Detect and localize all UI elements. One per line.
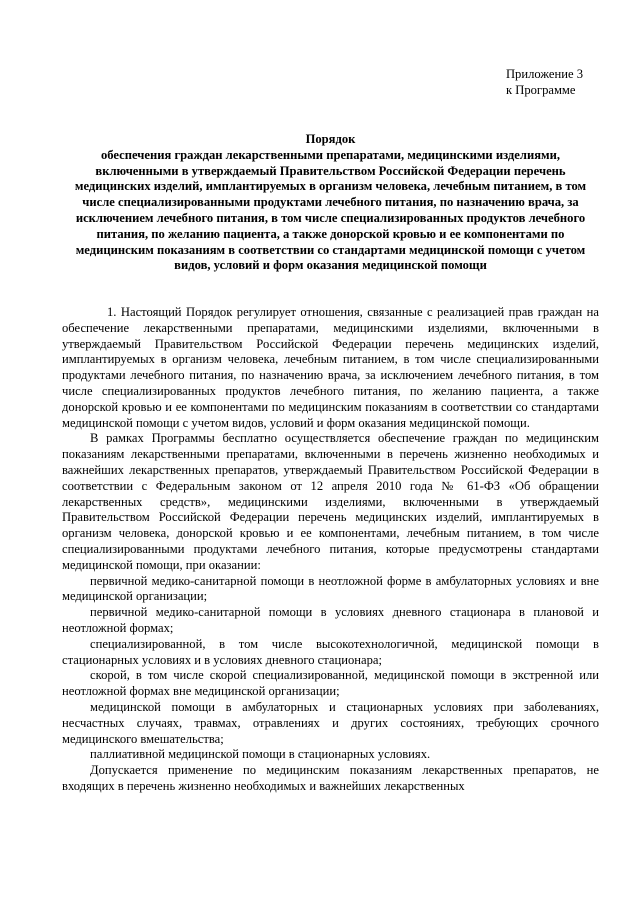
paragraph-2: В рамках Программы бесплатно осуществляется обеспечение граждан по медицинским показаниям лекарственными препаратами, включенными в перечень жизненно необходимых и важнейших лекарственных препаратов, утверждаемый Правительством Российской Федерации в соответствии с Федеральным законом от 12 апреля 2010 года № 61-ФЗ «Об обращении лекарственных средств», медицинскими изделиями, включенными в утверждаемый Правительством Российской Федерации перечень медицинских изделий, имплантируемых в организм человека, донорской кровью и ее компонентами, лечебным питанием, в том числе специализированными продуктами лечебного питания, которые предусмотрены стандартами медицинской помощи, при оказании: [62,431,599,572]
paragraph-1: 1. Настоящий Порядок регулирует отношения, связанные с реализацией прав граждан на обеспечение лекарственными препаратами, медицинскими изделиями, включенными в утверждаемый Правительством Российской Федерации перечень медицинских изделий, имплантируемых в организм человека, лечебным питанием, в том числе специализированными продуктами лечебного питания, по назначению врача, за исключением лечебного питания, в том числе специализированных продуктов лечебного питания, по желанию пациента, а также донорской кровью и ее компонентами по медицинским показаниям в соответствии со стандартами медицинской помощи с учетом видов, условий и форм оказания медицинской помощи. [62,305,599,430]
document-body [62,305,599,795]
paragraph-5: специализированной, в том числе высокотехнологичной, медицинской помощи в стационарных условиях и в условиях дневного стационара; [62,636,599,667]
appendix-number: Приложение 3 [505,67,583,81]
paragraph-8: паллиативной медицинской помощи в стационарных условиях. [90,747,431,762]
title-heading: Порядок [305,132,356,146]
document-title [62,132,599,274]
paragraph-7: медицинской помощи в амбулаторных и стационарных условиях при заболеваниях, несчастных случаях, травмах, отравлениях и других состояниях, требующих срочного медицинского вмешательства; [62,699,599,746]
appendix-reference: к Программе [505,83,576,97]
paragraph-6: скорой, в том числе скорой специализированной, медицинской помощи в экстренной или неотложной формах вне медицинской организации; [62,668,599,699]
appendix-note [506,66,583,98]
paragraph-9: Допускается применение по медицинским показаниям лекарственных препаратов, не входящих в перечень жизненно необходимых и важнейших лекарственных [62,763,599,793]
title-subtitle: обеспечения граждан лекарственными препаратами, медицинскими изделиями, включенными в утверждаемый Правительством Российской Федерации перечень медицинских изделий, имплантируемых в организм человека, лечебным питанием, в том числе специализированными продуктами лечебного питания, по назначению врача, за исключением лечебного питания, в том числе специализированных продуктов лечебного питания, по желанию пациента, а также донорской кровью и ее компонентами по медицинским показаниям в соответствии со стандартами медицинской помощи с учетом видов, условий и форм оказания медицинской помощи [74,147,587,273]
paragraph-3: первичной медико-санитарной помощи в неотложной форме в амбулаторных условиях и вне медицинской организации; [62,573,599,604]
paragraph-4: первичной медико-санитарной помощи в условиях дневного стационара в плановой и неотложной формах; [62,605,599,635]
